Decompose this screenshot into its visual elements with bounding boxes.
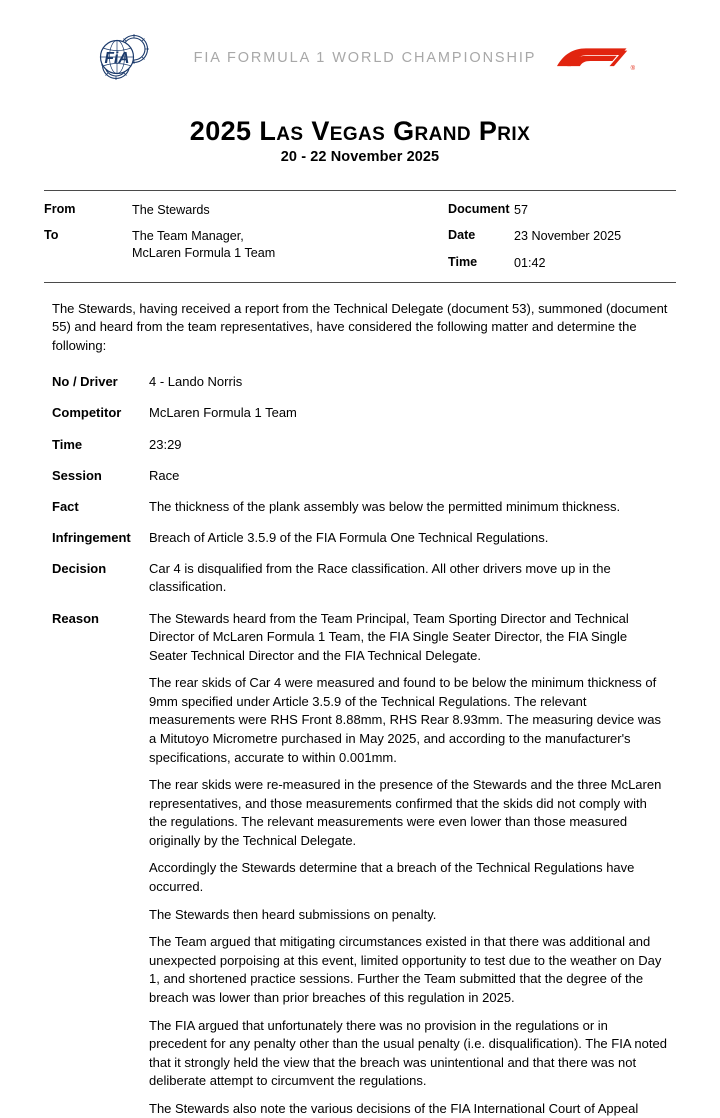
field-infringement	[52, 529, 676, 548]
competitor-value: McLaren Formula 1 Team	[149, 405, 297, 421]
field-no-driver	[52, 373, 676, 392]
intro-paragraph: The Stewards, having received a report from the Technical Delegate (document 53), summoned (document 55) and heard from the team representatives, have considered the following matter and determine the following:	[52, 300, 668, 353]
metadata-row-from	[44, 202, 448, 218]
reason-paragraph: The Stewards heard from the Team Principal, Team Sporting Director and Technical Director of McLaren Formula 1 Team, the FIA Single Seater Director, the FIA Single Seater Technical Director and the FIA Technical Delegate.	[149, 610, 629, 663]
to-value	[132, 228, 275, 260]
field-reason	[52, 610, 676, 1118]
reason-paragraph: The Team argued that mitigating circumstances existed in that there was additional and unexpected porpoising at this event, limited opportunity to test due to the weather on Day 1, and shortened practice sessions. Further the Team submitted that the degree of the breach was lower than prior breaches of this regulation in 2025.	[149, 934, 662, 1005]
document-masthead	[44, 0, 676, 115]
field-decision	[52, 560, 676, 597]
metadata-row-document	[448, 202, 676, 218]
from-value: The Stewards	[132, 203, 210, 218]
competitor-label: Competitor	[52, 405, 122, 421]
document-number: 57	[514, 203, 529, 218]
date-value: 23 November 2025	[514, 229, 622, 244]
svg-text:FiA: FiA	[104, 49, 130, 67]
divider-bottom	[44, 282, 676, 283]
to-value-line-1: The Team Manager,	[132, 229, 244, 244]
decision-label: Decision	[52, 560, 107, 576]
event-dates: 20 - 22 November 2025	[280, 149, 440, 166]
reason-label: Reason	[52, 610, 99, 626]
field-competitor	[52, 404, 676, 423]
reason-paragraph: The Stewards then heard submissions on penalty.	[149, 906, 437, 922]
reason-value	[149, 610, 676, 1118]
reason-paragraph: Accordingly the Stewards determine that a breach of the Technical Regulations have occurred.	[149, 860, 635, 895]
from-label: From	[44, 202, 76, 217]
reason-paragraph: The FIA argued that unfortunately there was no provision in the regulations or in precedent for any penalty other than the usual penalty (i.e. disqualification). The FIA noted that it strongly held the view that the breach was unintentional and that there was not deliberate attempt to circumvent the regulations.	[149, 1017, 667, 1089]
decision-fields	[44, 373, 676, 1118]
time-field-label: Time	[52, 436, 83, 452]
session-label: Session	[52, 467, 102, 483]
f1-logo-icon	[554, 43, 635, 73]
reason-paragraph: The rear skids were re-measured in the presence of the Stewards and the three McLaren representatives, and those measurements confirmed that the skids did not comply with the regulations. The relevant measurements were even lower than those measured originally by the Technical Delegate.	[149, 777, 662, 848]
time-field-value: 23:29	[149, 436, 182, 452]
decision-value: Car 4 is disqualified from the Race classification. All other drivers move up in the classification.	[149, 560, 611, 595]
metadata-row-time	[448, 255, 676, 271]
infringement-label: Infringement	[52, 529, 131, 545]
metadata-table	[44, 191, 676, 281]
document-label: Document	[448, 202, 510, 217]
infringement-value: Breach of Article 3.5.9 of the FIA Formula One Technical Regulations.	[149, 529, 549, 545]
fia-logo-icon	[96, 32, 158, 84]
to-label: To	[44, 228, 59, 243]
no-driver-label: No / Driver	[52, 374, 118, 390]
page-title: 2025 Las Vegas Grand Prix	[189, 116, 531, 146]
metadata-right-column	[448, 202, 676, 270]
metadata-row-to	[44, 228, 448, 260]
to-value-line-2: McLaren Formula 1 Team	[132, 245, 276, 260]
time-value: 01:42	[514, 255, 546, 270]
fact-label: Fact	[52, 498, 79, 514]
reason-paragraph: The rear skids of Car 4 were measured and found to be below the minimum thickness of 9mm specified under Article 3.5.9 of the Technical Regulations. The relevant measurements were RHS Front 8.88mm, RHS Rear 8.93mm. The measuring device was a Mitutoyo Micrometre purchased in May 2025, and according to the manufacturer's specifications, accurate to within 0.001mm.	[149, 675, 662, 765]
date-label: Date	[448, 228, 476, 243]
registered-trademark-icon: ®	[630, 65, 635, 72]
time-label: Time	[448, 254, 478, 269]
fact-value: The thickness of the plank assembly was below the permitted minimum thickness.	[149, 498, 621, 514]
metadata-left-column	[44, 202, 448, 270]
championship-title: FIA FORMULA 1 WORLD CHAMPIONSHIP	[193, 49, 537, 66]
reason-paragraph: The Stewards also note the various decisions of the FIA International Court of Appeal	[149, 1100, 639, 1116]
session-value: Race	[149, 467, 180, 483]
metadata-row-date	[448, 228, 676, 244]
field-fact	[52, 498, 676, 517]
no-driver-value: 4 - Lando Norris	[149, 374, 243, 390]
field-session	[52, 467, 676, 486]
field-time	[52, 436, 676, 455]
